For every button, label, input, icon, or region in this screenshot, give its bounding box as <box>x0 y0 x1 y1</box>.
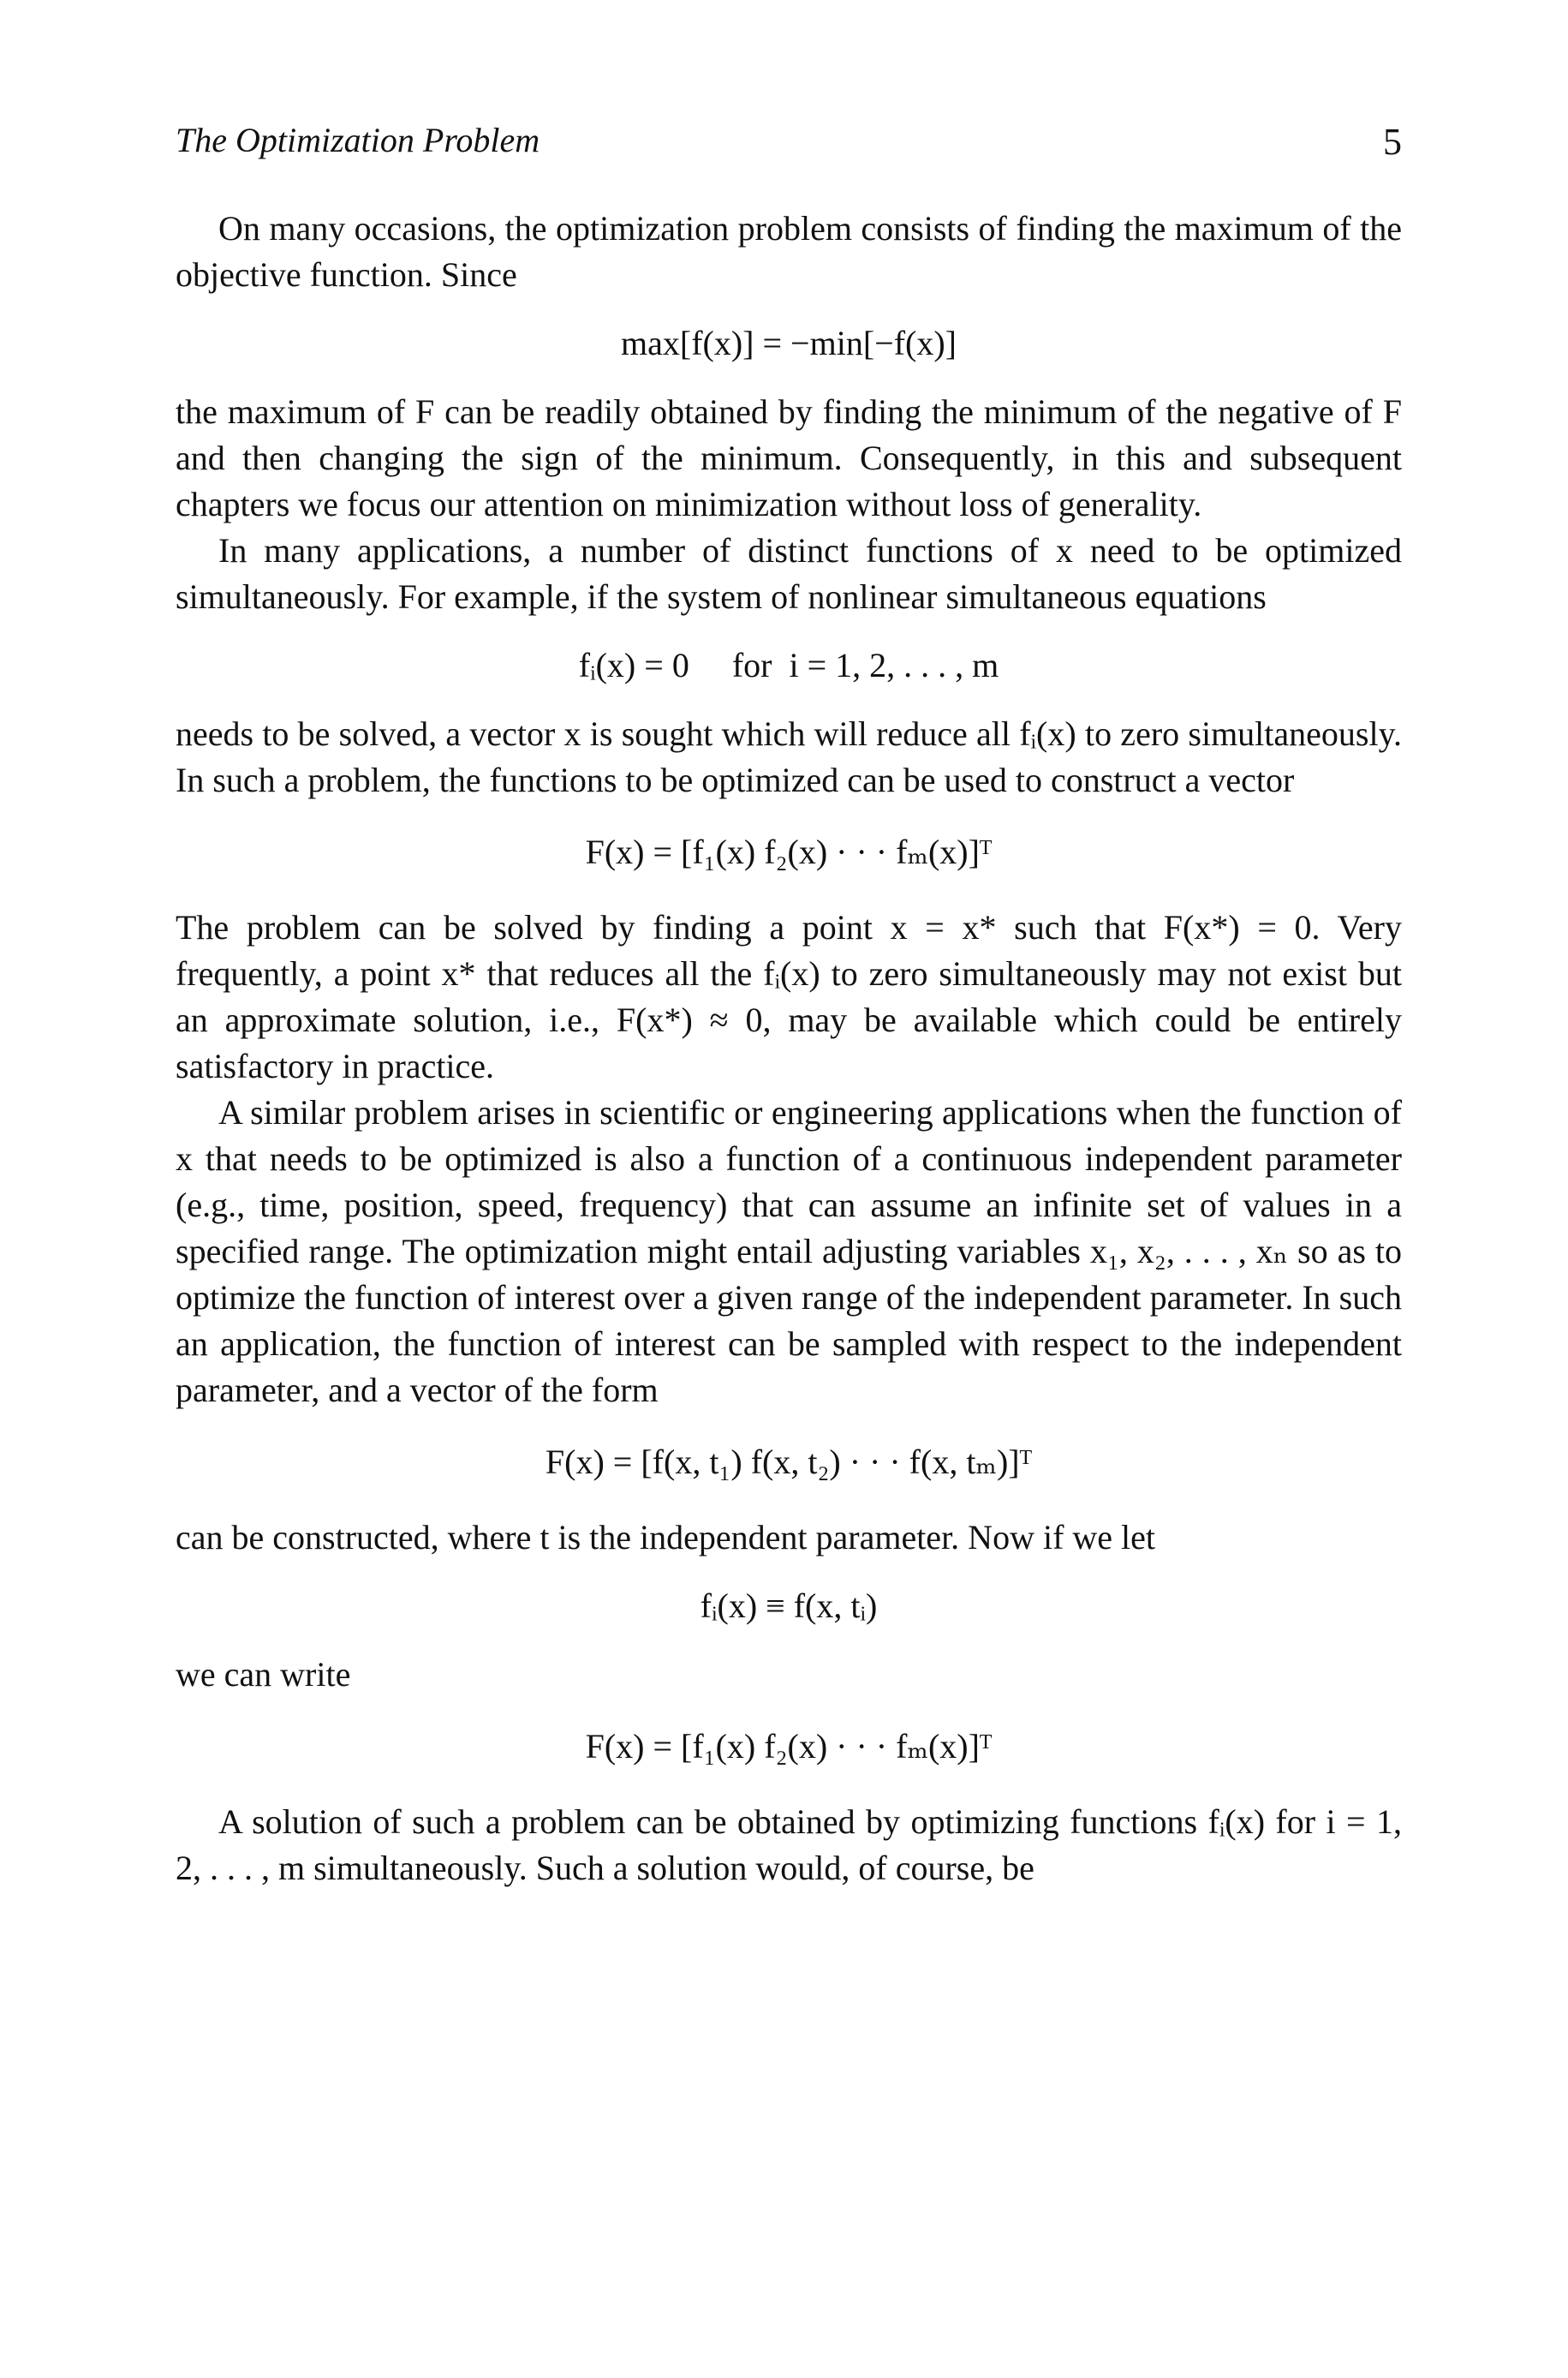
running-head: The Optimization Problem <box>176 121 540 159</box>
paragraph-3-we-can-write: we can write <box>176 1655 351 1694</box>
page-number: 5 <box>1383 121 1402 163</box>
paragraph-1: On many occasions, the optimization problem consists of finding the maximum of the objective function. Since <box>176 209 1402 294</box>
equation-vector-f: F(x) = [f₁(x) f₂(x) · · · fₘ(x)]ᵀ <box>585 833 993 871</box>
paragraph-2-continued: needs to be solved, a vector x is sought which will reduce all fᵢ(x) to zero simultaneously. In such a problem, the functions to be optimized can be used to construct a vector <box>176 714 1402 799</box>
page <box>176 0 1402 2378</box>
paragraph-3: A similar problem arises in scientific or engineering applications when the function of x that needs to be optimized is also a function of a continuous independent parameter (e.g., time, position, speed, frequency) that can assume an infinite set of values in a specified range. The optimization might entail adjusting variables x₁, x₂, . . . , xₙ so as to optimize the function of interest over a given range of the independent parameter. In such an application, the function of interest can be sampled with respect to the independent parameter, and a vector of the form <box>176 1093 1402 1409</box>
paragraph-3-continued: can be constructed, where t is the independent parameter. Now if we let <box>176 1518 1156 1556</box>
equation-fi-definition: fᵢ(x) ≡ f(x, tᵢ) <box>700 1586 878 1625</box>
paragraph-2-solution: The problem can be solved by finding a point x = x* such that F(x*) = 0. Very frequently, a point x* that reduces all the fᵢ(x) to zero simultaneously may not exist but an approximate solution, i.e., F(x*) ≈ 0, may be available which could be entirely satisfactory in practice. <box>176 908 1402 1085</box>
body-text <box>176 206 1402 1891</box>
paragraph-4: A solution of such a problem can be obtained by optimizing functions fᵢ(x) for i = 1, 2, . . . , m simultaneously. Such a solution would, of course, be <box>176 1802 1402 1887</box>
equation-vector-f-final: F(x) = [f₁(x) f₂(x) · · · fₘ(x)]ᵀ <box>585 1727 993 1766</box>
equation-sampled-vector: F(x) = [f(x, t₁) f(x, t₂) · · · f(x, tₘ)]ᵀ <box>545 1443 1033 1481</box>
paragraph-2: In many applications, a number of distinct functions of x need to be optimized simultaneously. For example, if the system of nonlinear simultaneous equations <box>176 531 1402 616</box>
page-header <box>176 120 1402 171</box>
paragraph-1-continued: the maximum of F can be readily obtained by finding the minimum of the negative of F and then changing the sign of the minimum. Consequently, in this and subsequent chapters we focus our attention on minimization without loss of generality. <box>176 392 1402 523</box>
equation-max-min: max[f(x)] = −min[−f(x)] <box>621 324 957 362</box>
equation-nonlinear-system: fᵢ(x) = 0 for i = 1, 2, . . . , m <box>578 646 999 684</box>
